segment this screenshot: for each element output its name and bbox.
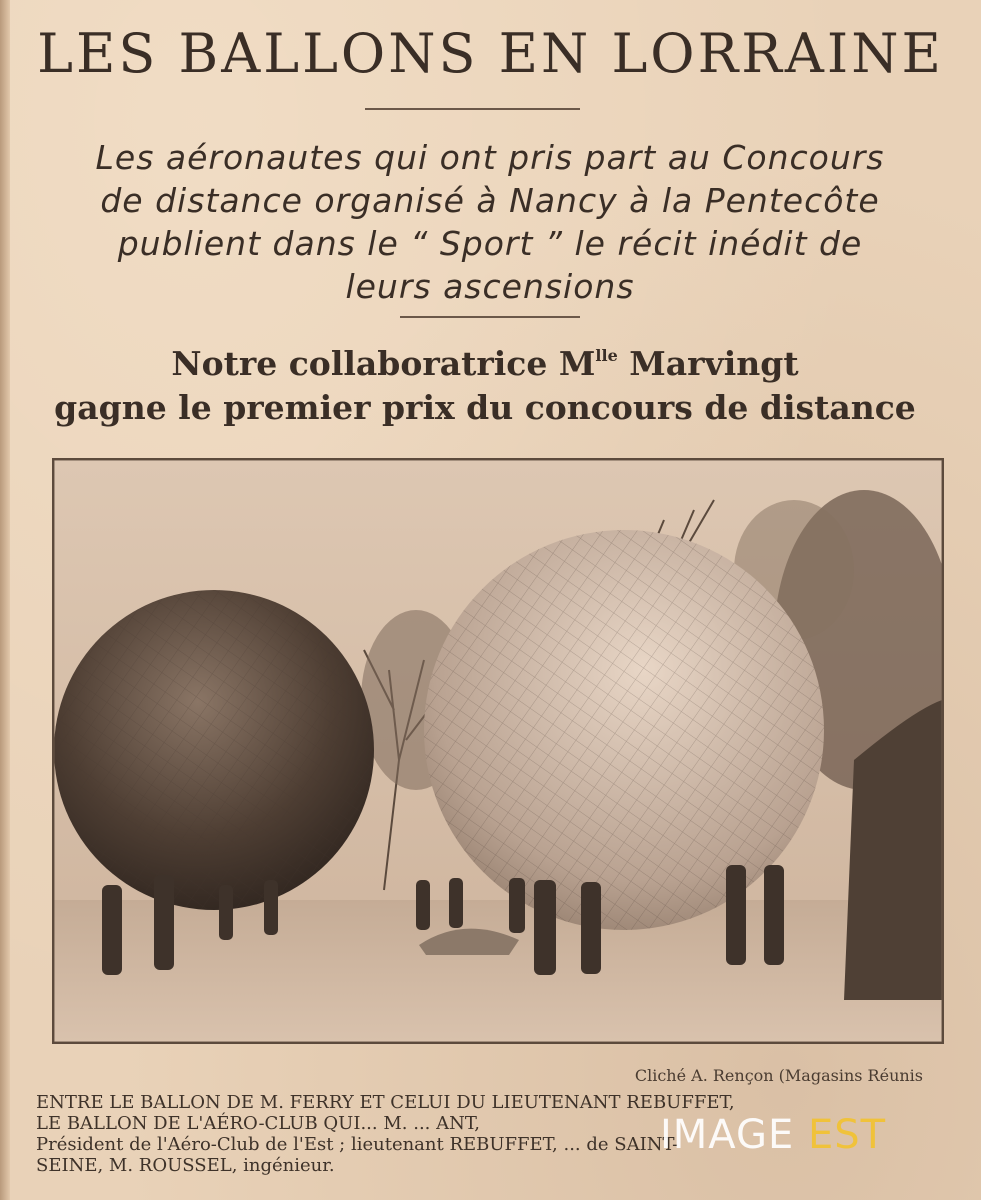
photo-credit: Cliché A. Rençon (Magasins Réunis <box>634 1066 923 1085</box>
deck-headline <box>20 334 950 430</box>
subhead-line: publient dans le “ Sport ” le récit inédit de <box>117 224 863 263</box>
subhead-line: Les aéronautes qui ont pris part au Concours <box>95 138 885 177</box>
watermark-part2: EST <box>807 1112 887 1158</box>
deck-superscript: lle <box>595 346 618 365</box>
divider-rule <box>365 108 580 110</box>
divider-rule <box>400 316 580 318</box>
headline: LES BALLONS EN LORRAINE <box>37 22 944 85</box>
watermark-part1: IMAGE <box>660 1112 795 1158</box>
image-est-watermark <box>660 1112 886 1158</box>
caption-line: ENTRE LE BALLON DE M. FERRY ET CELUI DU LIEUTENANT REBUFFET, <box>36 1092 735 1113</box>
deck-prefix: Notre collaboratrice M <box>171 344 596 383</box>
deck-line-1 <box>20 334 950 386</box>
balloon-photograph <box>52 458 944 1044</box>
subhead-line: de distance organisé à Nancy à la Pentecôte <box>100 181 880 220</box>
deck-suffix: Marvingt <box>617 344 799 383</box>
caption-line: LE BALLON DE L'AÉRO-CLUB QUI... M. ... ANT, <box>36 1113 480 1134</box>
caption-line: Président de l'Aéro-Club de l'Est ; lieutenant REBUFFET, ... de SAINT- <box>36 1134 679 1155</box>
page-fold-edge <box>0 0 10 1200</box>
subhead-line: leurs ascensions <box>345 267 635 306</box>
deck-line-2: gagne le premier prix du concours de distance <box>54 388 916 427</box>
subheadline <box>40 136 940 308</box>
caption-line: SEINE, M. ROUSSEL, ingénieur. <box>36 1155 335 1176</box>
